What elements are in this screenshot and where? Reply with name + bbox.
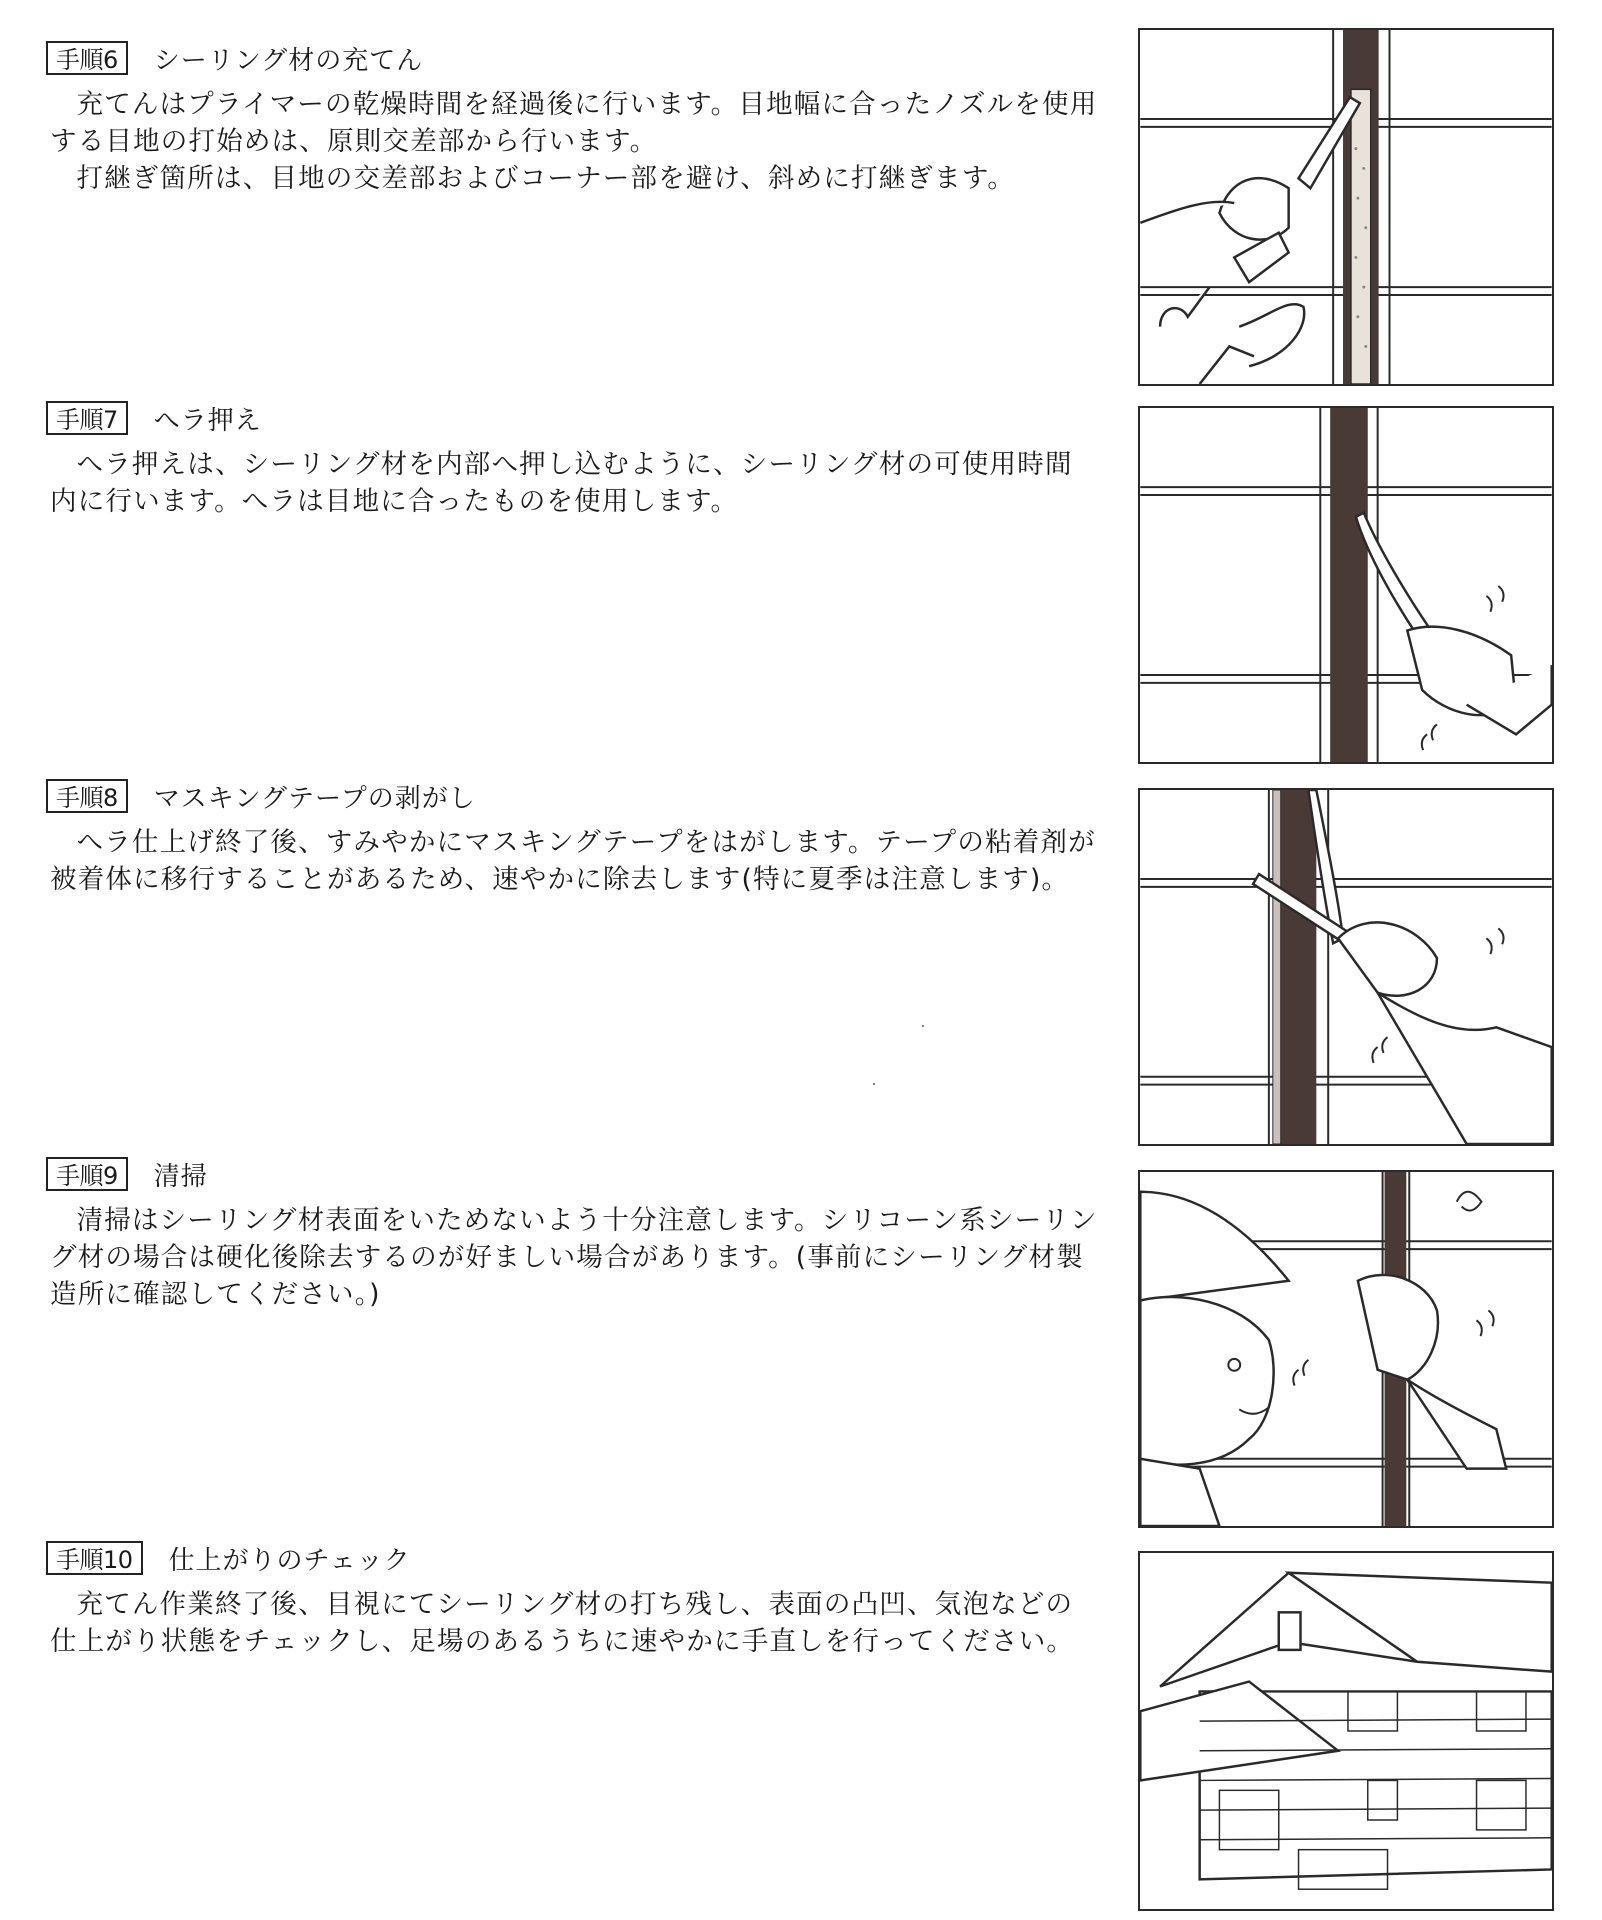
step-header [46,1538,411,1578]
step-header [46,38,423,78]
cleaning-worker-illustration [1138,1170,1554,1528]
step-paragraph: 打継ぎ箇所は、目地の交差部およびコーナー部を避け、斜めに打継ぎます。 [76,163,1016,194]
step-body [50,1586,1100,1660]
step-body [50,1202,1100,1313]
step-header [46,776,476,816]
finished-house-illustration [1138,1551,1554,1911]
spatula-icon [1140,408,1552,762]
step-body [50,446,1100,520]
step-title: へラ押え [153,405,262,436]
masking-tape-removal-illustration [1138,788,1554,1146]
step-header [46,398,262,438]
step-paragraph: へラ仕上げ終了後、すみやかにマスキングテープをはがします。テープの粘着剤が被着体に移行することがあるため、速やかに除去します(特に夏季は注意します)。 [50,827,1096,895]
house-icon [1140,1553,1552,1909]
caulking-gun-icon [1140,30,1552,384]
step-title: 清掃 [153,1161,208,1192]
step-label: 手順6 [46,41,128,75]
step-title: マスキングテープの剥がし [153,783,476,814]
step-paragraph: 充てん作業終了後、目視にてシーリング材の打ち残し、表面の凸凹、気泡などの仕上がり状態をチェックし、足場のあるうちに速やかに手直しを行ってください。 [50,1589,1075,1657]
caulking-gun-filling-illustration [1138,28,1554,386]
step-label: 手順7 [46,401,128,435]
step-paragraph: へラ押えは、シーリング材を内部へ押し込むように、シーリング材の可使用時間内に行います。へラは目地に合ったものを使用します。 [50,449,1073,517]
worker-icon [1140,1172,1552,1526]
step-body [50,86,1100,197]
step-paragraph: 清掃はシーリング材表面をいためないよう十分注意します。シリコーン系シーリング材の場合は硬化後除去するのが好ましい場合があります。(事前にシーリング材製造所に確認してください。) [50,1205,1098,1310]
step-label: 手順8 [46,779,128,813]
step-title: 仕上がりのチェック [168,1545,411,1576]
masking-tape-icon [1140,790,1552,1144]
spatula-pressing-illustration [1138,406,1554,764]
step-label: 手順10 [46,1541,143,1575]
step-label: 手順9 [46,1157,128,1191]
scan-speck [922,1025,924,1027]
scan-speck [873,1083,875,1085]
step-title: シーリング材の充てん [153,45,424,76]
step-header [46,1154,208,1194]
step-paragraph: 充てんはプライマーの乾燥時間を経過後に行います。目地幅に合ったノズルを使用する目地の打始めは、原則交差部から行います。 [50,89,1098,157]
step-body [50,824,1100,898]
